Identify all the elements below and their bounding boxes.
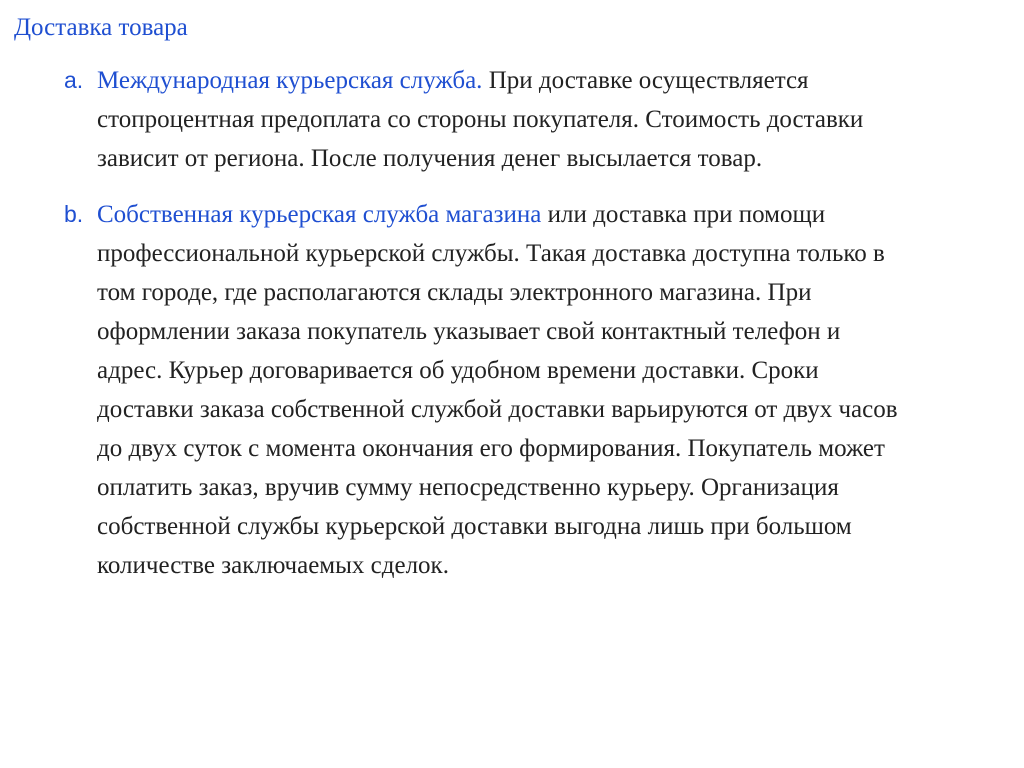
text-line [97,195,1017,234]
text-line: количестве заключаемых сделок. [97,552,449,579]
text-line: профессиональной курьерской службы. Такая доставка доступна только в [97,240,885,267]
text-line: собственной службы курьерской доставки выгодна лишь при большом [97,513,852,540]
text-fragment: При доставке осуществляется [482,67,809,94]
text-fragment: или доставка при помощи [541,201,826,228]
item-heading: Международная курьерская служба. [97,67,483,94]
list-item-text [97,195,1017,585]
text-line: доставки заказа собственной службой доставки варьируются от двух часов [97,396,898,423]
item-heading: Собственная курьерская служба магазина [97,201,542,228]
list-item-text [97,61,1017,178]
text-line: до двух суток с момента окончания его формирования. Покупатель может [97,435,885,462]
text-line: адрес. Курьер договаривается об удобном времени доставки. Сроки [97,357,819,384]
text-line: стопроцентная предоплата со стороны покупателя. Стоимость доставки [97,106,864,133]
list-marker-b: b. [64,201,84,227]
slide-title: Доставка товара [14,14,188,41]
text-line: зависит от региона. После получения денег высылается товар. [97,145,763,172]
list-marker-a: a. [64,67,84,93]
text-line: том городе, где располагаются склады электронного магазина. При [97,279,812,306]
text-line: оформлении заказа покупатель указывает свой контактный телефон и [97,318,841,345]
text-line [97,61,1017,100]
text-line: оплатить заказ, вручив сумму непосредственно курьеру. Организация [97,474,839,501]
